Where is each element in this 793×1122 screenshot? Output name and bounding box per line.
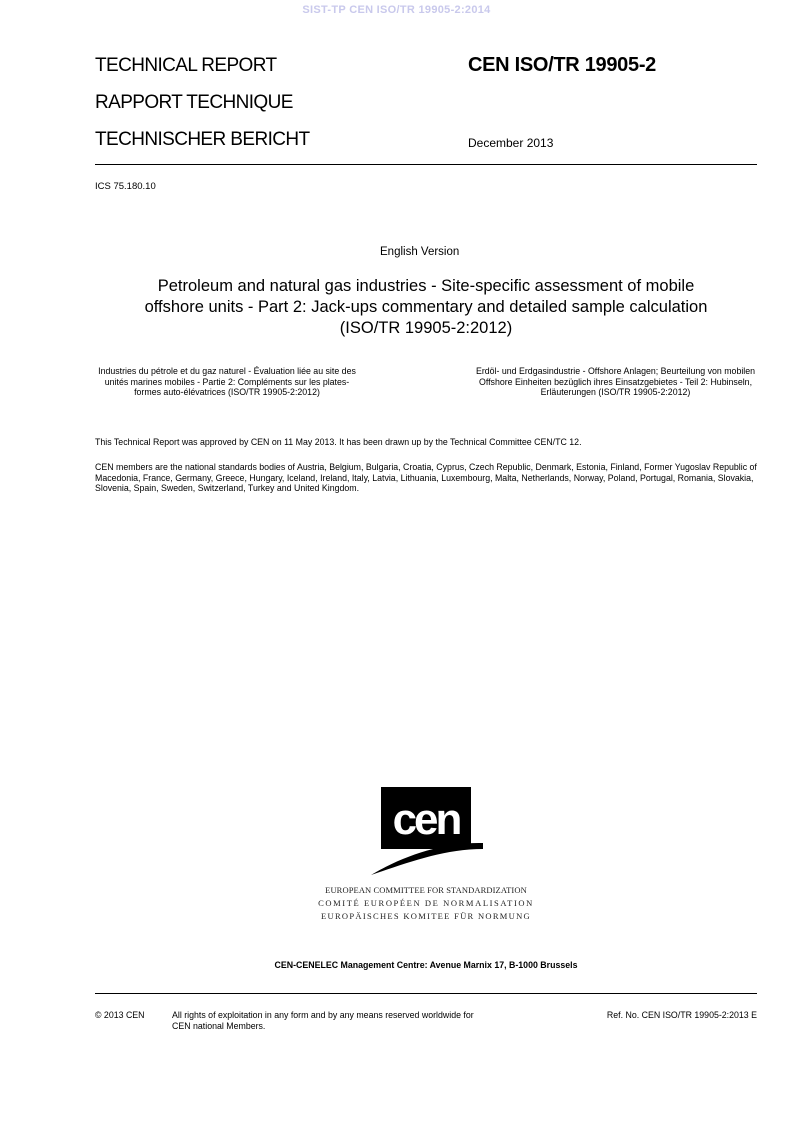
title-german: Erdöl- und Erdgasindustrie - Offshore Anlagen; Beurteilung von mobilen Offshore Einheiten bezüglich ihres Einsatzgebietes - Teil 2: Hubinseln, Erläuterungen (ISO/TR 19905-2:2012): [475, 366, 756, 397]
ics-code: ICS 75.180.10: [95, 181, 156, 192]
org-name-de: EUROPÄISCHES KOMITEE FÜR NORMUNG: [321, 911, 531, 921]
org-name-fr: COMITÉ EUROPÉEN DE NORMALISATION: [318, 898, 534, 908]
header-divider: [95, 164, 757, 165]
watermark: SIST-TP CEN ISO/TR 19905-2:2014: [302, 4, 491, 16]
language-version: English Version: [380, 246, 460, 258]
report-type-fr: RAPPORT TECHNIQUE: [95, 92, 293, 113]
members-statement: CEN members are the national standards bodies of Austria, Belgium, Bulgaria, Croatia, Cyprus, Czech Republic, Denmark, Estonia, Finland, Former Yugoslav Republic of Macedonia, France, Germany, Greece, Hungary, Iceland, Ireland, Italy, Latvia, Lithuania, Luxembourg, Malta, Netherlands, Norway, Poland, Portugal, Romania, Slovakia, Slovenia, Spain, Sweden, Switzerland, Turkey and United Kingdom.: [95, 462, 757, 493]
management-centre-address: CEN-CENELEC Management Centre: Avenue Marnix 17, B-1000 Brussels: [274, 960, 578, 970]
approval-statement: This Technical Report was approved by CEN on 11 May 2013. It has been drawn up by the Technical Committee CEN/TC 12.: [95, 437, 582, 447]
org-name-en: EUROPEAN COMMITTEE FOR STANDARDIZATION: [325, 885, 527, 895]
cen-logo: [371, 787, 483, 877]
title-french: Industries du pétrole et du gaz naturel - Évaluation liée au site des unités marines mobiles - Partie 2: Compléments sur les plates-formes auto-élévatrices (ISO/TR 19905-2:2012): [98, 366, 356, 397]
copyright: © 2013 CEN: [95, 1010, 145, 1020]
cen-logo-icon: [371, 787, 483, 877]
publication-date: December 2013: [468, 136, 554, 150]
footer-divider: [95, 993, 757, 994]
report-type-de: TECHNISCHER BERICHT: [95, 129, 310, 150]
cen-logo-text: cen: [392, 795, 460, 844]
report-type-en: TECHNICAL REPORT: [95, 55, 277, 76]
document-number: CEN ISO/TR 19905-2: [468, 54, 657, 76]
reference-number: Ref. No. CEN ISO/TR 19905-2:2013 E: [606, 1010, 757, 1020]
document-title: Petroleum and natural gas industries - Site-specific assessment of mobile offshore units - Part 2: Jack-ups commentary and detailed sample calculation (ISO/TR 19905-2:2012): [144, 277, 708, 337]
rights-statement: All rights of exploitation in any form and by any means reserved worldwide for CEN national Members.: [172, 1010, 474, 1031]
